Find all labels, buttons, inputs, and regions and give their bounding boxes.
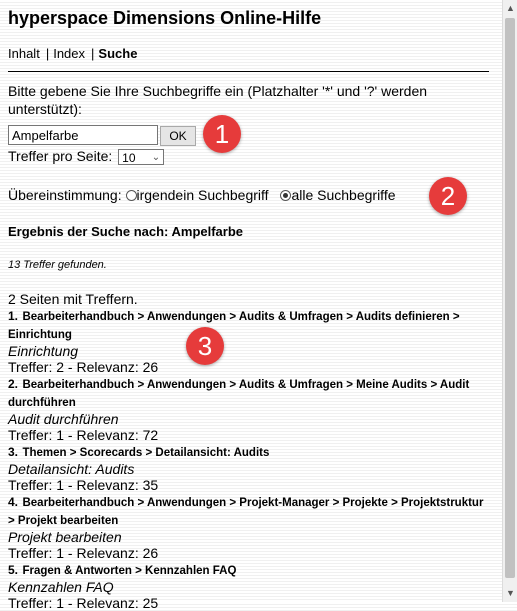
hits-per-page-row [8, 148, 164, 165]
hits-per-page-value: 10 [122, 151, 136, 166]
page-title: hyperspace Dimensions Online-Hilfe [8, 8, 322, 28]
scroll-down-arrow-icon[interactable]: ▼ [506, 588, 515, 598]
result-title-link[interactable]: Einrichtung [8, 343, 79, 359]
search-instructions: Bitte gebene Sie Ihre Suchbegriffe ein (Platzhalter '*' und '?' werden unterstützt): [8, 83, 428, 117]
match-mode-row [8, 187, 396, 203]
result-number: 3. [8, 445, 19, 459]
result-path: Themen > Scorecards > Detailansicht: Audits [22, 447, 270, 459]
result-title-link[interactable]: Kennzahlen FAQ [8, 579, 114, 595]
scroll-up-arrow-icon[interactable]: ▲ [506, 3, 515, 13]
help-page [8, 0, 492, 611]
result-number: 1. [8, 309, 19, 323]
result-item [8, 443, 492, 493]
result-item [8, 307, 492, 375]
match-mode-label: Übereinstimmung: [8, 187, 122, 203]
results-heading: Ergebnis der Suche nach: Ampelfarbe [8, 224, 244, 239]
hits-per-page-label: Treffer pro Seite: [8, 148, 113, 164]
result-title-link[interactable]: Audit durchführen [8, 411, 119, 427]
search-input[interactable] [8, 125, 158, 145]
nav-inhalt-link[interactable]: Inhalt [8, 46, 40, 61]
results-pages: 2 Seiten mit Treffern. [8, 291, 138, 307]
nav-separator: | [91, 46, 95, 61]
callout-badge-1: 1 [203, 115, 241, 153]
callout-badge-3: 3 [186, 327, 224, 365]
result-number: 5. [8, 563, 19, 577]
result-title-link[interactable]: Detailansicht: Audits [8, 461, 135, 477]
result-meta: Treffer: 1 - Relevanz: 26 [8, 545, 159, 561]
help-nav [8, 46, 139, 61]
callout-badge-2: 2 [429, 177, 467, 215]
result-item [8, 493, 492, 561]
result-meta: Treffer: 1 - Relevanz: 35 [8, 477, 159, 493]
radio-any-term[interactable] [126, 190, 137, 201]
result-path: Fragen & Antworten > Kennzahlen FAQ [22, 565, 237, 577]
result-meta: Treffer: 1 - Relevanz: 25 [8, 595, 159, 611]
vertical-scrollbar[interactable] [502, 0, 517, 602]
nav-suche-link[interactable]: Suche [98, 46, 138, 61]
results-count: 13 Treffer gefunden. [8, 259, 107, 271]
result-meta: Treffer: 2 - Relevanz: 26 [8, 359, 159, 375]
chevron-down-icon: ⌄ [151, 152, 161, 164]
result-number: 2. [8, 377, 19, 391]
result-path: Bearbeiterhandbuch > Anwendungen > Projekt-Manager > Projekte > Projektstruktur > Projekt bearbeiten [8, 497, 484, 527]
hits-per-page-select[interactable] [118, 149, 164, 165]
radio-all-terms-label[interactable]: alle Suchbegriffe [291, 187, 396, 203]
nav-separator: | [45, 46, 50, 61]
result-meta: Treffer: 1 - Relevanz: 72 [8, 427, 159, 443]
result-path: Bearbeiterhandbuch > Anwendungen > Audits & Umfragen > Audits definieren > Einrichtung [8, 311, 460, 341]
divider [8, 71, 489, 72]
nav-index-link[interactable]: Index [53, 46, 86, 61]
radio-any-term-label[interactable]: irgendein Suchbegriff [136, 187, 269, 203]
results-list [8, 307, 492, 611]
result-number: 4. [8, 495, 19, 509]
result-path: Bearbeiterhandbuch > Anwendungen > Audits & Umfragen > Meine Audits > Audit durchführen [8, 379, 470, 409]
scroll-thumb[interactable] [505, 18, 515, 578]
result-title-link[interactable]: Projekt bearbeiten [8, 529, 122, 545]
result-item [8, 375, 492, 443]
result-item [8, 561, 492, 611]
ok-button[interactable]: OK [160, 126, 196, 146]
radio-all-terms[interactable] [280, 190, 291, 201]
